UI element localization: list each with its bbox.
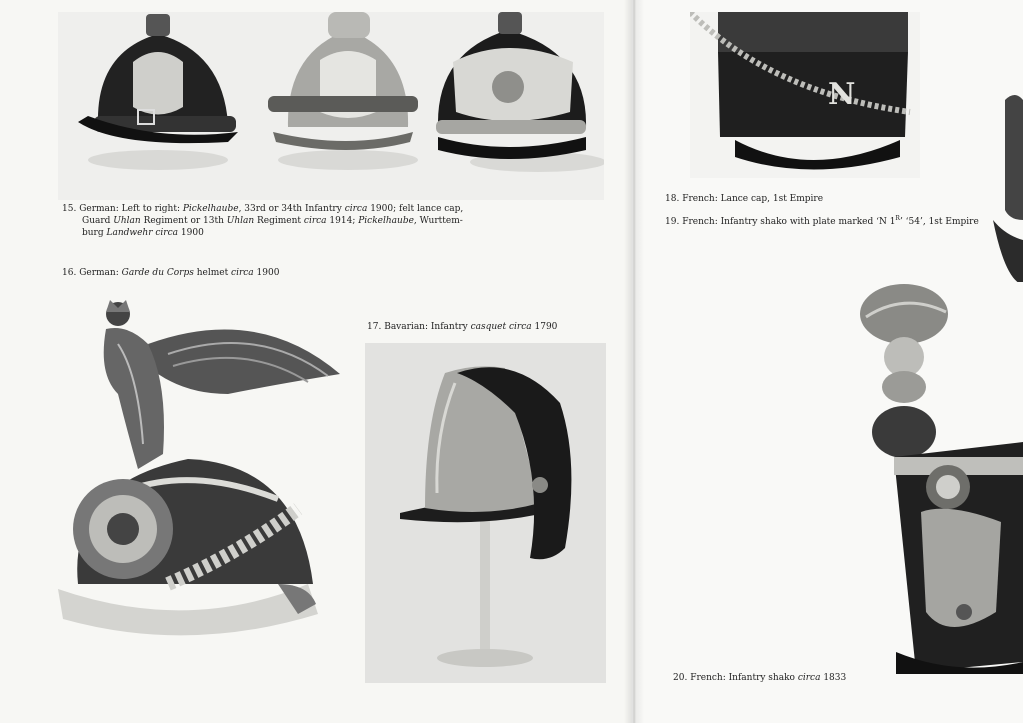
eagle-helmet-illustration [58,284,358,684]
photo-16-garde-du-corps-helmet [58,284,358,684]
lance-cap-illustration [690,12,920,178]
plate-letter-n: N [828,77,856,112]
caption-19: 19. French: Infantry shako with plate marked ‘N $1^R$’ ‘54’, 1st Empire [665,215,979,227]
caption-20: 20. French: Infantry shako circa 1833 [673,673,847,683]
caption-number: 19. [665,217,680,227]
caption-17: 17. Bavarian: Infantry casquet circa 1790 [367,322,558,332]
caption-number: 16. [62,268,77,278]
caption-number: 15. [62,204,77,214]
caption-number: 17. [367,322,382,332]
photo-18-french-lance-cap [690,12,920,178]
shako-1833-illustration [856,282,1023,674]
page-gutter [624,0,644,723]
caption-15: 15. German: Left to right: Pickelhaube, 33rd or 34th Infantry circa 1900; felt lance cap, Guard Uhlan Regiment or 13th Uhlan Regiment circa 1914; Pickelhaube, Wurttem- burg Landwehr circa 1900 [62,204,464,238]
photo-20-french-shako [856,282,1023,674]
caption-16: 16. German: Garde du Corps helmet circa 1900 [62,268,280,278]
caption-number: 20. [673,673,688,683]
caption-18: 18. French: Lance cap, 1st Empire [665,194,824,204]
caption-number: 18. [665,194,680,204]
helmets-illustration [58,12,604,200]
photo-17-bavarian-casquet [365,343,606,683]
photo-15-three-helmets [58,12,604,200]
shako-edge-illustration [985,60,1023,290]
photo-19-infantry-shako-partial [985,60,1023,290]
casquet-illustration [365,343,606,683]
